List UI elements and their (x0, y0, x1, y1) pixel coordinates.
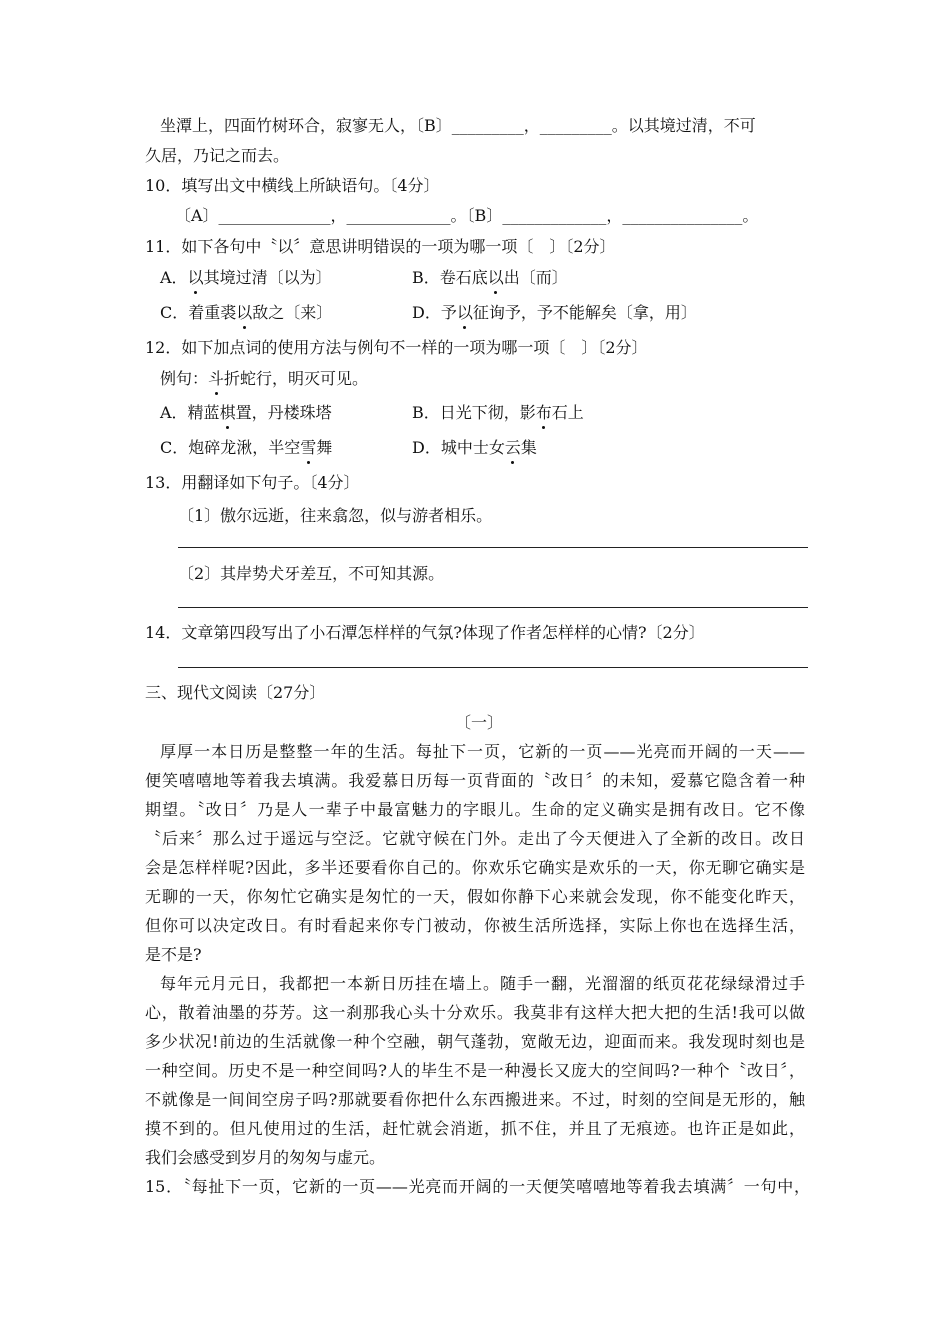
paragraph-1-line: 期望。〝改日〞乃是人一辈子中最富魅力的字眼儿。生命的定义确实是拥有改日。它不像 (145, 800, 805, 819)
paragraph-1-line: 无聊的一天，你匆忙它确实是匆忙的一天，假如你静下心来就会发现，你不能变化昨天， (145, 887, 805, 906)
question-13-sentence-1: 〔1〕傲尔远逝，往来翕忽，似与游者相乐。 (178, 506, 493, 525)
paragraph-1-line: 便笑嘻嘻地等着我去填满。我爱慕日历每一页背面的〝改日〞的未知，爱慕它隐含着一种 (145, 771, 805, 790)
option-text: 集 (520, 438, 537, 457)
passage-line-1: 坐潭上，四面竹树环合，寂寥无人，〔B〕_________，_________。以其境过清，不可 (160, 116, 756, 135)
paragraph-1-line: 厚厚一本日历是整整一年的生活。每扯下一页，它新的一页——光亮而开阔的一天—— (160, 742, 805, 761)
answer-line[interactable] (178, 607, 808, 608)
paragraph-2-line: 我们会感受到岁月的匆匆与虚元。 (145, 1148, 386, 1167)
paragraph-2-line: 心，散着油墨的芬芳。这一刹那我心头十分欢乐。我莫非有这样大把大把的生活!我可以做 (145, 1003, 805, 1022)
question-10-stem: 10．填写出文中横线上所缺语句。〔4分〕 (145, 176, 440, 195)
option-text: 敌之〔来〕 (252, 303, 333, 322)
paragraph-1-line: 会是怎样样呢?因此，多半还要看你自己的。你欢乐它确实是欢乐的一天，你无聊它确实是 (145, 858, 805, 877)
answer-line[interactable] (178, 547, 808, 548)
dotted-char: 以 (456, 303, 473, 322)
question-13-stem: 13．用翻译如下句子。〔4分〕 (145, 473, 360, 492)
section-3-part-label: 〔一〕 (455, 713, 504, 732)
option-text: 其境过清〔以为〕 (203, 268, 332, 287)
passage-line-2: 久居，乃记之而去。 (145, 146, 290, 165)
option-label: D．予 (412, 303, 457, 322)
paragraph-1-line: 是不是? (145, 945, 202, 964)
example-label: 例句： (160, 369, 209, 388)
paragraph-2-line: 一种空间。历史不是一种空间吗?人的毕生不是一种漫长又庞大的空间吗?一种个〝改日〞， (145, 1061, 805, 1080)
question-12-example (160, 368, 368, 390)
option-text: 征询予，予不能解矣〔拿，用〕 (472, 303, 697, 322)
paragraph-2-line: 每年元月元日，我都把一本新日历挂在墙上。随手一翻，光溜溜的纸页花花绿绿滑过手 (160, 974, 805, 993)
option-label: C．炮碎龙湫，半空 (160, 438, 301, 457)
question-11-stem: 11．如下各句中〝以〞意思讲明错误的一项为哪一项〔 〕〔2分〕 (145, 237, 616, 256)
question-13-sentence-2: 〔2〕其岸势犬牙差互，不可知其源。 (178, 564, 445, 583)
answer-line[interactable] (178, 667, 808, 668)
question-12-option-c (160, 437, 332, 459)
option-label: A． (160, 268, 188, 287)
section-3-title: 三、现代文阅读〔27分〕 (145, 683, 326, 702)
option-label: D．城中士女 (412, 438, 505, 457)
option-label: B．卷石底 (412, 268, 488, 287)
question-12-option-d (412, 437, 537, 459)
paragraph-2-line: 不就像是一间间空房子吗?那就要看你把什么东西搬进来。不过，时刻的空间是无形的，触 (145, 1090, 805, 1109)
question-12-option-a (160, 402, 332, 424)
question-12-stem: 12．如下加点词的使用方法与例句不一样的一项为哪一项〔 〕〔2分〕 (145, 338, 648, 357)
option-text: 置，丹楼珠塔 (235, 403, 332, 422)
question-11-option-c (160, 302, 332, 324)
dotted-char: 斗 (208, 369, 225, 388)
option-text: 舞 (316, 438, 333, 457)
dotted-char: 以 (187, 268, 204, 287)
question-11-option-d (412, 302, 697, 324)
option-label: C．着重裘 (160, 303, 237, 322)
question-11-option-a (160, 267, 332, 289)
dotted-char: 布 (535, 403, 552, 422)
question-15-stem: 15．〝每扯下一页，它新的一页——光亮而开阔的一天便笑嘻嘻地等着我去填满〞一句中， (145, 1177, 810, 1196)
dotted-char: 棋 (219, 403, 236, 422)
dotted-char: 以 (487, 268, 504, 287)
dotted-char: 雪 (300, 438, 317, 457)
dotted-char: 以 (236, 303, 253, 322)
paragraph-2-line: 摸不到的。但凡使用过的生活，赶忙就会消逝，抓不住，并且了无痕迹。也许正是如此， (145, 1119, 805, 1138)
paragraph-2-line: 多少状况!前边的生活就像一种个空融，朝气蓬勃，宽敞无边，迎面而来。我发现时刻也是 (145, 1032, 805, 1051)
question-14-stem: 14．文章第四段写出了小石潭怎样样的气氛?体现了作者怎样样的心情?〔2分〕 (145, 623, 705, 642)
option-label: B．日光下彻，影 (412, 403, 536, 422)
option-label: A．精蓝 (160, 403, 220, 422)
question-12-option-b (412, 402, 584, 424)
dotted-char: 云 (504, 438, 521, 457)
option-text: 石上 (551, 403, 584, 422)
example-text: 折蛇行，明灭可见。 (224, 369, 369, 388)
paragraph-1-line: 但你可以决定改日。有时看起来你专门被动，你被生活所选择，实际上你也在选择生活， (145, 916, 805, 935)
question-11-option-b (412, 267, 568, 289)
paragraph-1-line: 〝后来〞那么过于遥远与空泛。它就守候在门外。走出了今天便进入了全新的改日。改日 (145, 829, 805, 848)
question-10-answer-line: 〔A〕______________，_____________。〔B〕_____________，_______________。 (175, 206, 759, 225)
option-text: 出〔而〕 (503, 268, 568, 287)
